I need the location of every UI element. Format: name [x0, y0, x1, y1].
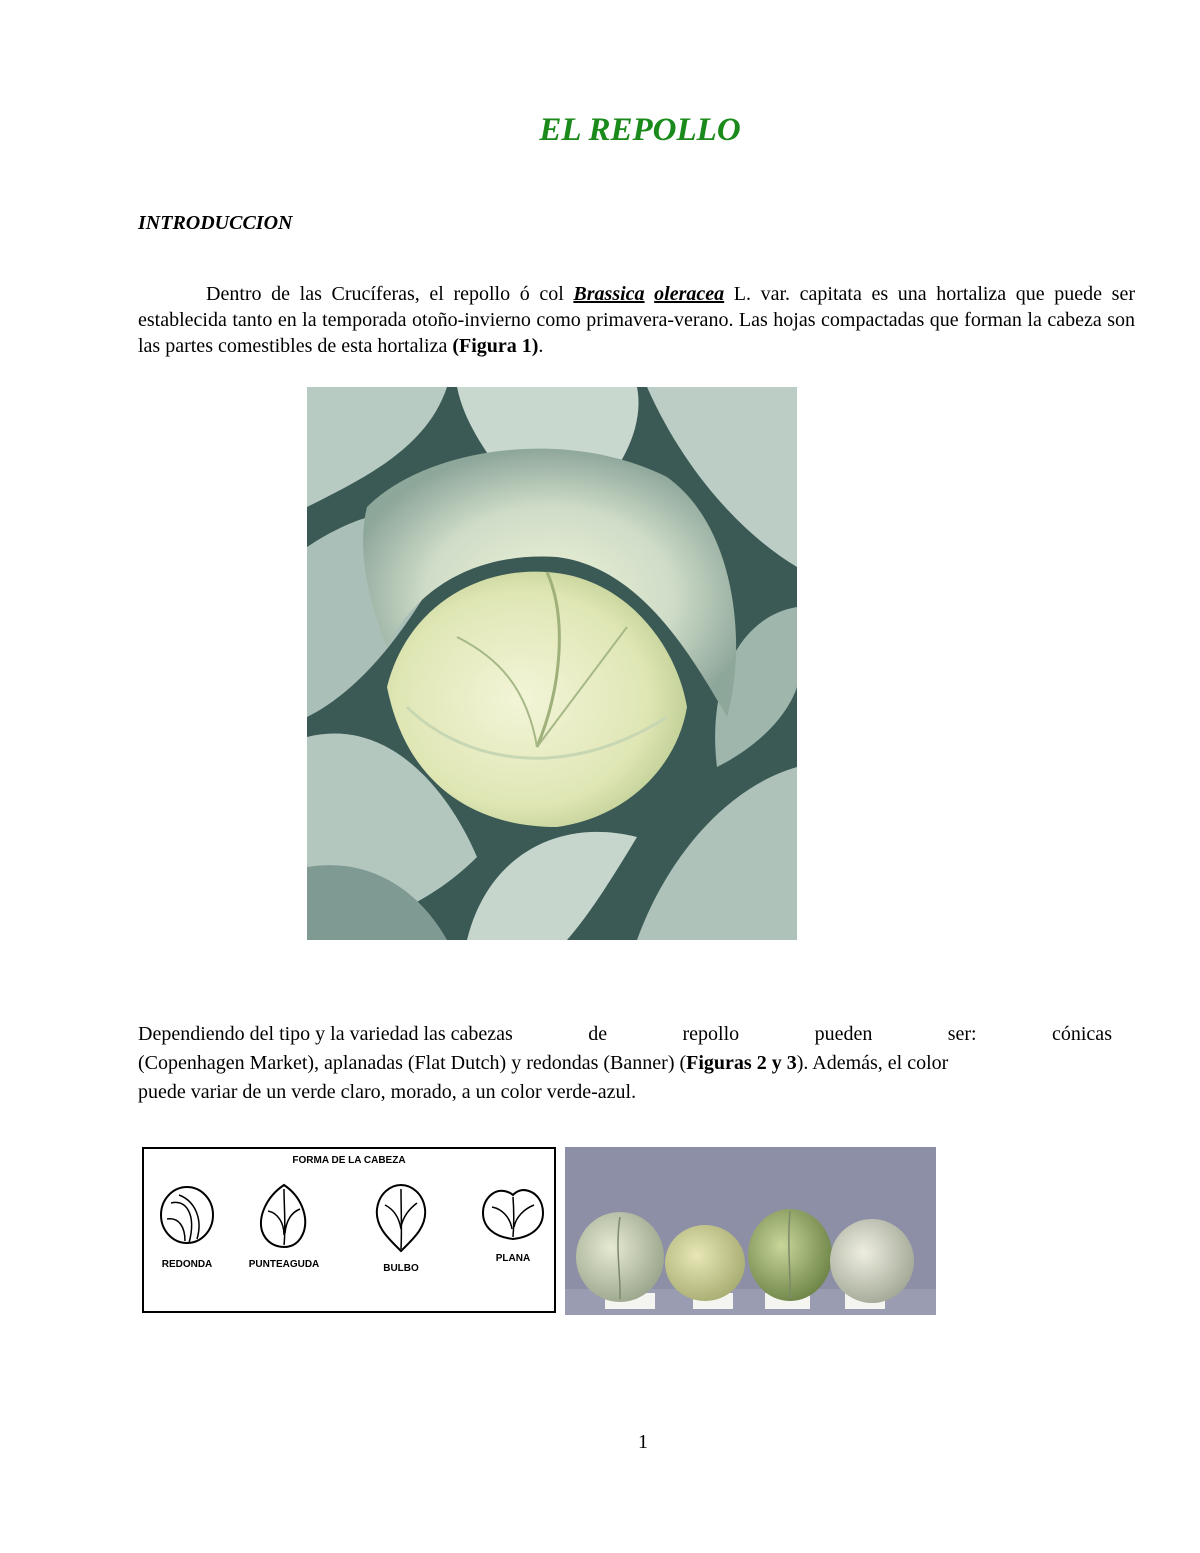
shape-punteaguda	[239, 1183, 329, 1270]
shape-label: REDONDA	[161, 1259, 213, 1270]
shapes-paragraph	[138, 1020, 1112, 1107]
figures-reference: Figuras 2 y 3	[686, 1052, 797, 1074]
paragraph2-line1	[138, 1020, 1112, 1049]
round-head-icon	[157, 1183, 217, 1249]
bulb-head-icon	[371, 1183, 431, 1253]
cabbage-heads-photo	[565, 1147, 936, 1315]
head-shapes-diagram	[142, 1147, 556, 1313]
line1-word: repollo	[682, 1023, 740, 1045]
line1-word: de	[588, 1023, 608, 1045]
intro-lead: Dentro de las Crucíferas, el repollo ó col	[206, 283, 574, 305]
line1-word: cónicas	[1052, 1023, 1112, 1045]
page-number: 1	[638, 1431, 648, 1453]
line2-end: ). Además, el color	[796, 1052, 949, 1074]
shape-redonda	[142, 1183, 232, 1270]
shape-bulbo	[356, 1183, 446, 1274]
diagram-caption: FORMA DE LA CABEZA	[292, 1155, 406, 1166]
line1-word: Dependiendo del tipo y la variedad las cabezas	[138, 1023, 513, 1045]
intro-end: .	[538, 335, 544, 357]
paragraph2-line3: puede variar de un verde claro, morado, a un color verde-azul.	[138, 1081, 637, 1103]
document-title: EL REPOLLO	[539, 112, 741, 148]
intro-rest: L. var. capitata es una hortaliza que puede ser establecida tanto en la temporada otoño-invierno como primavera-verano. Las hojas compactadas que forman la cabeza son las partes comestibles de esta hortaliza	[138, 283, 1135, 357]
shape-label: PUNTEAGUDA	[248, 1259, 320, 1270]
intro-paragraph	[138, 281, 1135, 359]
shape-label: PLANA	[495, 1253, 531, 1264]
line2-start: (Copenhagen Market), aplanadas (Flat Dutch) y redondas (Banner) (	[138, 1052, 687, 1074]
pointed-head-icon	[254, 1183, 314, 1249]
line1-word: pueden	[814, 1023, 873, 1045]
line1-word: ser:	[947, 1023, 977, 1045]
shape-label: BULBO	[383, 1263, 419, 1274]
genus-name: Brassica	[573, 283, 645, 305]
flat-head-icon	[480, 1183, 546, 1243]
shape-plana	[468, 1183, 558, 1264]
figure1-reference: (Figura 1)	[452, 335, 539, 357]
paragraph2-line2	[138, 1049, 1112, 1078]
section-heading: INTRODUCCION	[138, 212, 293, 234]
species-name: oleracea	[654, 283, 725, 305]
cabbage-photo	[307, 387, 797, 940]
